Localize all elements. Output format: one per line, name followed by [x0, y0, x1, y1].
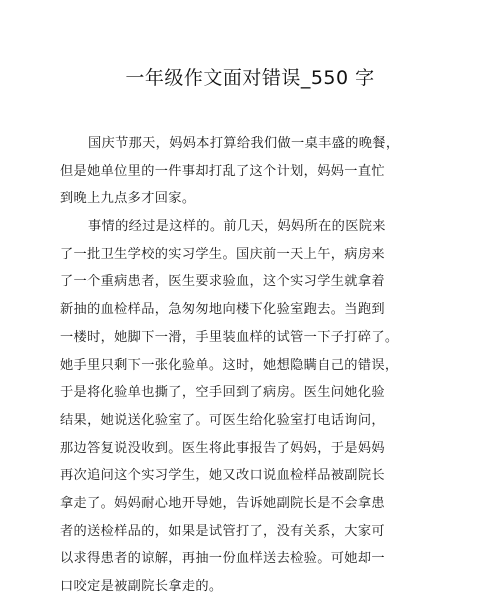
text-line: 了一个重病患者，医生要求验血，这个实习学生就拿着 — [60, 274, 385, 290]
text-line: 她手里只剩下一张化验单。这时，她想隐瞒自己的错误， — [60, 357, 399, 373]
text-line: 了一批卫生学校的实习学生。国庆前一天上午，病房来 — [60, 246, 385, 262]
text-line: 事情的经过是这样的。前几天，妈妈所在的医院来 — [88, 219, 386, 235]
text-line: 于是将化验单也撕了，空手回到了病房。医生问她化验 — [60, 385, 385, 401]
text-line: 但是她单位里的一件事却打乱了这个计划，妈妈一直忙 — [60, 163, 385, 179]
document-body — [60, 130, 445, 601]
text-line: 再次追问这个实习学生，她又改口说血检样品被副院长 — [60, 468, 385, 484]
text-line: 者的送检样品的，如果是试管打了，没有关系，大家可 — [60, 523, 385, 539]
text-line: 一楼时，她脚下一滑，手里装血样的试管一下子打碎了。 — [60, 329, 399, 345]
text-line: 新抽的血检样品，急匆匆地向楼下化验室跑去。当跑到 — [60, 302, 385, 318]
text-line: 国庆节那天，妈妈本打算给我们做一桌丰盛的晚餐， — [88, 136, 400, 151]
text-line: 以求得患者的谅解，再抽一份血样送去检验。可她却一 — [60, 551, 385, 567]
text-line: 到晚上九点多才回家。 — [60, 191, 196, 207]
document-title: 一年级作文面对错误_550 字 — [125, 67, 375, 89]
text-line: 拿走了。妈妈耐心地开导她，告诉她副院长是不会拿患 — [60, 495, 385, 511]
text-line: 结果，她说送化验室了。可医生给化验室打电话询问， — [60, 412, 385, 428]
text-line: 那边答复说没收到。医生将此事报告了妈妈，于是妈妈 — [60, 440, 385, 456]
text-line: 口咬定是被副院长拿走的。 — [60, 579, 223, 594]
